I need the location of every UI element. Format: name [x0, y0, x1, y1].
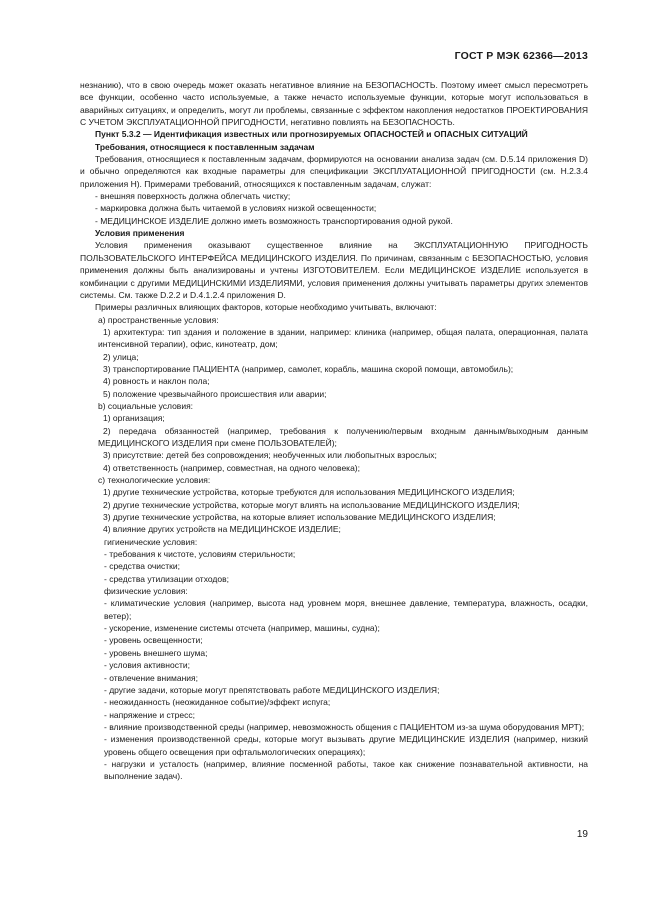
text-paragraph: 2) другие технические устройства, которые могут влиять на использование МЕДИЦИНСКОГО ИЗДЕЛИЯ;: [103, 499, 520, 510]
text-paragraph: - напряжение и стресс;: [104, 709, 195, 720]
text-paragraph: 2) улица;: [103, 351, 139, 362]
text-paragraph: - климатические условия (например, высота над уровнем моря, внешнее давление, температура, влажность, осадки, ветер);: [104, 598, 588, 621]
text-paragraph: 4) ровность и наклон пола;: [103, 376, 210, 387]
text-paragraph: - условия активности;: [104, 660, 190, 671]
text-paragraph: c) технологические условия:: [98, 475, 211, 485]
text-paragraph: - отвлечение внимания;: [104, 672, 198, 683]
document-header: ГОСТ Р МЭК 62366—2013: [454, 50, 588, 62]
text-paragraph: гигиенические условия:: [104, 536, 198, 547]
text-paragraph: Условия применения оказывают существенное влияние на ЭКСПЛУАТАЦИОННУЮ ПРИГОДНОСТЬ ПОЛЬЗОВАТЕЛЬСКОГО ИНТЕРФЕЙСА МЕДИЦИНСКОГО ИЗДЕЛИЯ. По причинам, связанным с БЕЗОПАСНОСТЬЮ, условия применения должны быть анализированы и учтены ИЗГОТОВИТЕЛЕМ. Если МЕДИЦИНСКОЕ ИЗДЕЛИЕ используется в комбинации с другими МЕДИЦИНСКИМИ ИЗДЕЛИЯМИ, условия применения должны учитывать параметры других элементов системы. См. также D.2.2 и D.4.1.2.4 приложения D.: [80, 240, 588, 300]
text-paragraph: - средства очистки;: [104, 561, 181, 572]
text-paragraph: 4) влияние других устройств на МЕДИЦИНСКОЕ ИЗДЕЛИЕ;: [103, 524, 341, 535]
text-paragraph: Требования, относящиеся к поставленным задачам: [95, 141, 315, 152]
text-paragraph: - уровень внешнего шума;: [104, 647, 208, 658]
text-paragraph: 3) присутствие: детей без сопровождения; необученных или любопытных взрослых;: [103, 450, 437, 461]
text-paragraph: Пункт 5.3.2 — Идентификация известных или прогнозируемых ОПАСНОСТЕЙ и ОПАСНЫХ СИТУАЦИЙ: [95, 129, 528, 140]
text-paragraph: физические условия:: [104, 586, 188, 597]
text-paragraph: Требования, относящиеся к поставленным задачам, формируются на основании анализа задач (см. D.5.14 приложения D) и обычно определяются как входные параметры для спецификации ЭКСПЛУАТАЦИОННОЙ ПРИГОДНОСТИ (см. Н.2.3.4 приложения Н). Примерами требований, относящихся к поставленным задачам, служат:: [80, 154, 588, 189]
document-body: [80, 79, 588, 783]
text-paragraph: - влияние производственной среды (например, невозможность общения с ПАЦИЕНТОМ из-за шума оборудования МРТ);: [104, 721, 585, 732]
text-paragraph: 3) другие технические устройства, на которые влияет использование МЕДИЦИНСКОГО ИЗДЕЛИЯ;: [103, 512, 496, 523]
text-paragraph: - изменения производственной среды, которые могут вызывать другие МЕДИЦИНСКИЕ ИЗДЕЛИЯ (например, низкий уровень общего освещения при офтальмологических операциях);: [104, 734, 588, 757]
text-paragraph: Условия применения: [95, 228, 185, 239]
text-paragraph: 1) архитектура: тип здания и положение в здании, например: клиника (например, общая палата, операционная, палата интенсивной терапии), офис, кинотеатр, дом;: [98, 326, 588, 350]
text-paragraph: 5) положение чрезвычайного происшествия или аварии;: [103, 388, 327, 399]
text-paragraph: 1) другие технические устройства, которые требуются для использования МЕДИЦИНСКОГО ИЗДЕЛИЯ;: [103, 487, 515, 498]
text-paragraph: - внешняя поверхность должна облегчать чистку;: [95, 191, 291, 202]
text-paragraph: незнанию), что в свою очередь может оказать негативное влияние на БЕЗОПАСНОСТЬ. Поэтому имеет смысл пересмотреть все функции, особенно часто используемые, а также нечасто используемые функции, которые могут использоваться в аварийных ситуациях, и определить, могут ли проблемы, связанные с эффектом накопления недостатков ПРОЕКТИРОВАНИЯ С УЧЕТОМ ЭКСПЛУАТАЦИОННОЙ ПРИГОДНОСТИ, негативно повлиять на БЕЗОПАСНОСТЬ.: [80, 80, 588, 128]
text-paragraph: - нагрузки и усталость (например, влияние посменной работы, такое как снижение познавательной активности, на выполнение задач).: [104, 758, 588, 782]
text-paragraph: 2) передача обязанностей (например, требования к получению/первым входным данным/выходным данным МЕДИЦИНСКОГО ИЗДЕЛИЯ при смене ПОЛЬЗОВАТЕЛЕЙ);: [98, 425, 588, 448]
text-paragraph: 4) ответственность (например, совместная, на одного человека);: [103, 462, 360, 473]
text-paragraph: - средства утилизации отходов;: [104, 573, 229, 584]
text-paragraph: Примеры различных влияющих факторов, которые необходимо учитывать, включают:: [95, 302, 437, 313]
text-paragraph: - МЕДИЦИНСКОЕ ИЗДЕЛИЕ должно иметь возможность транспортирования одной рукой.: [95, 215, 453, 226]
text-paragraph: - неожиданность (неожиданное событие)/эффект испуга;: [104, 697, 331, 708]
page-number: 19: [576, 829, 588, 840]
text-paragraph: - маркировка должна быть читаемой в условиях низкой освещенности;: [95, 203, 377, 214]
text-paragraph: a) пространственные условия:: [98, 314, 219, 325]
text-paragraph: 1) организация;: [103, 413, 165, 424]
text-paragraph: - другие задачи, которые могут препятствовать работе МЕДИЦИНСКОГО ИЗДЕЛИЯ;: [104, 684, 440, 695]
text-paragraph: b) социальные условия:: [98, 400, 194, 411]
text-paragraph: - ускорение, изменение системы отсчета (например, машины, судна);: [104, 623, 380, 634]
text-paragraph: 3) транспортирование ПАЦИЕНТА (например, самолет, корабль, машина скорой помощи, автомобиль);: [103, 363, 514, 374]
text-paragraph: - уровень освещенности;: [104, 635, 203, 646]
text-paragraph: - требования к чистоте, условиям стерильности;: [104, 549, 296, 560]
